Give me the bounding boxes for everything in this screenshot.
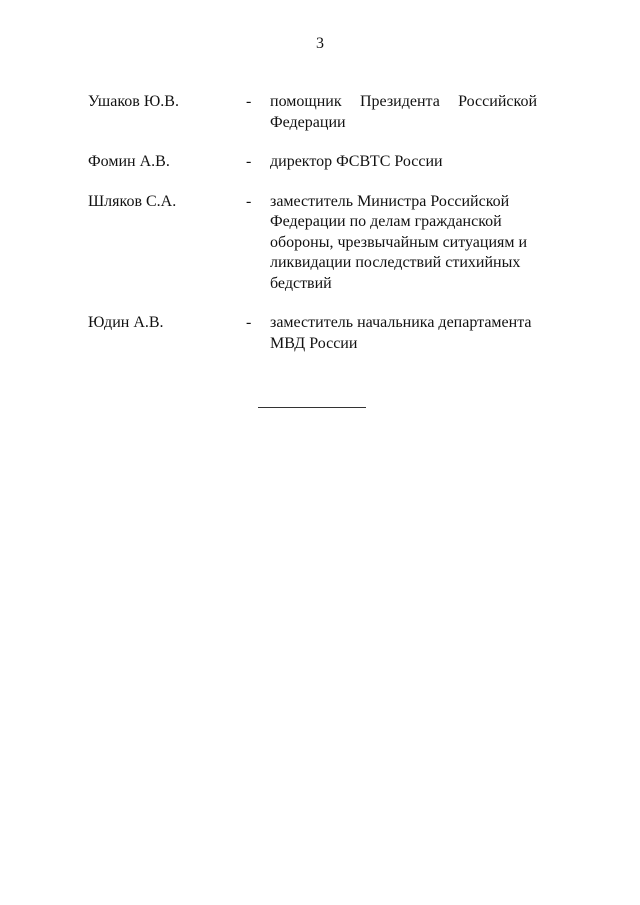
member-name: Ушаков Ю.В. [88,93,179,110]
dash-separator: - [246,153,252,170]
member-position: заместитель Министра Российской Федерации по делам гражданской обороны, чрезвычайным ситуациям и ликвидации последствий стихийных бедствий [270,192,528,292]
member-position: директор ФСВТС России [270,153,443,170]
member-name: Юдин А.В. [88,314,164,331]
list-item [88,313,548,354]
dash-separator: - [246,192,252,210]
list-item [88,192,548,295]
member-name: Фомин А.В. [88,153,170,170]
dash-separator: - [246,314,252,331]
list-item [88,92,548,133]
member-position: помощник Президента Российской Федерации [270,93,537,131]
page-number: 3 [316,35,324,52]
member-list [88,92,548,354]
member-name: Шляков С.А. [88,192,177,210]
dash-separator: - [246,93,252,110]
member-position: заместитель начальника департамента МВД России [270,314,532,352]
end-of-list-rule [258,407,366,408]
list-item [88,152,548,173]
